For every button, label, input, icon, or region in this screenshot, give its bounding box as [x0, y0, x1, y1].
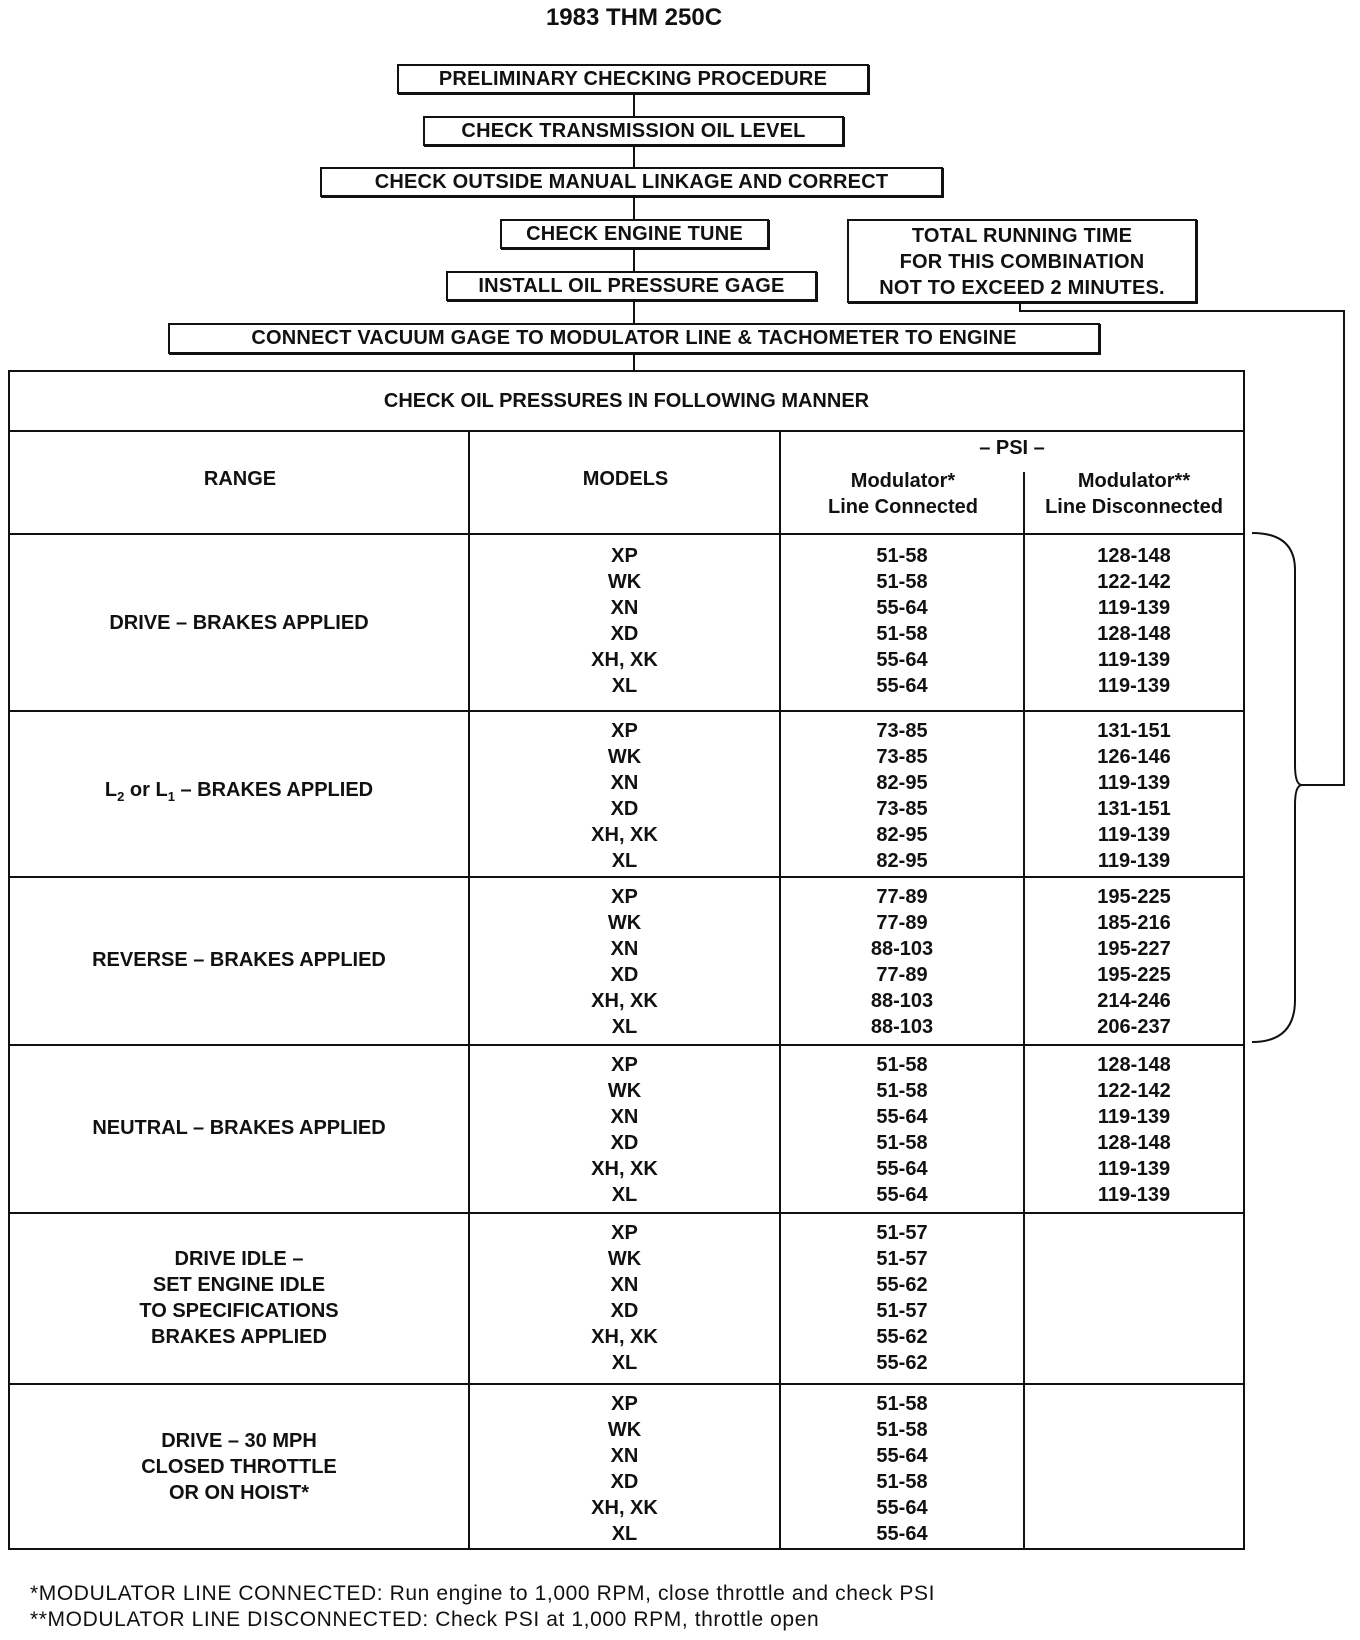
model-code: XN [610, 1106, 639, 1128]
models-column-cell [470, 543, 779, 699]
models-column-cell [470, 718, 779, 874]
disconnected-column-cell [1025, 543, 1243, 699]
psi-value: 128-148 [1097, 623, 1171, 645]
model-code: WK [607, 1080, 642, 1102]
psi-value: 185-216 [1097, 912, 1171, 934]
header-line: Line Connected [827, 496, 978, 518]
model-code: WK [607, 571, 642, 593]
psi-value: 131-151 [1097, 798, 1171, 820]
psi-value: 128-148 [1097, 545, 1171, 567]
note-bracket-line [1019, 310, 1345, 312]
psi-value: 55-62 [876, 1274, 928, 1296]
disconnected-column-cell [1025, 884, 1243, 1040]
psi-value: 82-95 [876, 772, 928, 794]
model-code: XP [611, 1222, 638, 1244]
model-code: XN [610, 1274, 639, 1296]
connected-column-cell [781, 543, 1023, 699]
psi-value: 51-58 [876, 571, 928, 593]
header-psi: – PSI – [979, 436, 1045, 459]
range-label: DRIVE – 30 MPH [161, 1429, 317, 1452]
psi-value: 55-62 [876, 1352, 928, 1374]
model-code: WK [607, 746, 642, 768]
psi-value: 55-64 [876, 1158, 928, 1180]
range-cell [10, 1044, 468, 1212]
range-label: SET ENGINE IDLE [152, 1273, 326, 1296]
model-code: XH, XK [591, 1326, 658, 1348]
footnote-disconnected: **MODULATOR LINE DISCONNECTED: Check PSI at 1,000 RPM, throttle open [30, 1608, 820, 1631]
range-cell [10, 1383, 468, 1550]
range-cell [10, 876, 468, 1044]
header-range: RANGE [203, 468, 277, 490]
model-code: XN [610, 1445, 639, 1467]
psi-value: 55-62 [876, 1326, 928, 1348]
model-code: XD [610, 1300, 639, 1322]
model-code: WK [607, 1248, 642, 1270]
range-label: OR ON HOIST* [168, 1481, 309, 1504]
model-code: XL [611, 1352, 638, 1374]
psi-value: 55-64 [876, 1497, 928, 1519]
psi-value: 77-89 [876, 886, 928, 908]
model-code: XL [611, 850, 638, 872]
psi-value: 51-58 [876, 1054, 928, 1076]
psi-value: 51-58 [876, 1132, 928, 1154]
psi-value: 122-142 [1097, 571, 1171, 593]
note-line: TOTAL RUNNING TIME [911, 225, 1133, 247]
header-disconnected [1025, 468, 1243, 520]
psi-value: 88-103 [870, 1016, 934, 1038]
footnote-connected: *MODULATOR LINE CONNECTED: Run engine to 1,000 RPM, close throttle and check PSI [30, 1582, 936, 1605]
connected-column-cell [781, 1052, 1023, 1208]
psi-value: 55-64 [876, 1523, 928, 1545]
psi-value: 77-89 [876, 964, 928, 986]
step-install-gage: INSTALL OIL PRESSURE GAGE [446, 271, 817, 301]
range-cell [10, 1212, 468, 1383]
psi-value: 51-58 [876, 1393, 928, 1415]
model-code: XH, XK [591, 824, 658, 846]
oil-pressure-table [8, 370, 1245, 1550]
model-code: XP [611, 886, 638, 908]
range-label: $L_2$ or $L_1$ – BRAKES APPLIED [104, 778, 374, 804]
psi-value: 55-64 [876, 1445, 928, 1467]
step-connect-vacuum-gage: CONNECT VACUUM GAGE TO MODULATOR LINE & TACHOMETER TO ENGINE [168, 323, 1100, 354]
models-column-cell [470, 1220, 779, 1376]
model-code: WK [607, 1419, 642, 1441]
model-code: XP [611, 1393, 638, 1415]
running-time-note [847, 219, 1197, 303]
psi-value: 214-246 [1097, 990, 1171, 1012]
psi-value: 119-139 [1097, 772, 1171, 794]
psi-value: 119-139 [1097, 1106, 1171, 1128]
model-code: XH, XK [591, 1497, 658, 1519]
psi-value: 82-95 [876, 850, 928, 872]
range-label: BRAKES APPLIED [151, 1325, 327, 1348]
step-preliminary-checking: PRELIMINARY CHECKING PROCEDURE [397, 64, 869, 94]
header-connected [781, 468, 1025, 520]
psi-value: 73-85 [876, 746, 928, 768]
model-code: XD [610, 964, 639, 986]
document-title: 1983 THM 250C [545, 4, 723, 31]
model-code: XL [611, 1184, 638, 1206]
psi-value: 195-227 [1097, 938, 1171, 960]
psi-value: 119-139 [1097, 824, 1171, 846]
psi-value: 82-95 [876, 824, 928, 846]
model-code: XN [610, 938, 639, 960]
psi-value: 119-139 [1097, 675, 1171, 697]
model-code: XP [611, 1054, 638, 1076]
psi-value: 128-148 [1097, 1054, 1171, 1076]
table-title: CHECK OIL PRESSURES IN FOLLOWING MANNER [383, 389, 870, 412]
header-models: MODELS [582, 468, 669, 490]
psi-value: 119-139 [1097, 1158, 1171, 1180]
range-label: DRIVE IDLE – [174, 1247, 304, 1270]
connected-column-cell [781, 1220, 1023, 1376]
disconnected-column-cell [1025, 1052, 1243, 1208]
connected-column-cell [781, 718, 1023, 874]
model-code: XH, XK [591, 649, 658, 671]
curly-brace [1250, 530, 1310, 1046]
model-code: XN [610, 772, 639, 794]
step-check-oil-level: CHECK TRANSMISSION OIL LEVEL [423, 116, 844, 146]
psi-value: 195-225 [1097, 886, 1171, 908]
models-column-cell [470, 1052, 779, 1208]
note-line: NOT TO EXCEED 2 MINUTES. [879, 277, 1165, 299]
model-code: WK [607, 912, 642, 934]
psi-value: 88-103 [870, 990, 934, 1012]
step-check-linkage: CHECK OUTSIDE MANUAL LINKAGE AND CORRECT [320, 167, 943, 197]
psi-value: 55-64 [876, 597, 928, 619]
range-label: DRIVE – BRAKES APPLIED [109, 611, 369, 634]
header-line: Modulator** [1077, 470, 1191, 492]
psi-value: 119-139 [1097, 597, 1171, 619]
psi-value: 119-139 [1097, 850, 1171, 872]
range-label: NEUTRAL – BRAKES APPLIED [92, 1117, 386, 1139]
psi-value: 73-85 [876, 798, 928, 820]
psi-value: 55-64 [876, 675, 928, 697]
header-line: Modulator* [850, 470, 956, 492]
psi-value: 55-64 [876, 1106, 928, 1128]
psi-value: 126-146 [1097, 746, 1171, 768]
disconnected-column-cell [1025, 718, 1243, 874]
psi-value: 128-148 [1097, 1132, 1171, 1154]
psi-value: 55-64 [876, 649, 928, 671]
model-code: XD [610, 623, 639, 645]
model-code: XD [610, 1471, 639, 1493]
model-code: XP [611, 545, 638, 567]
psi-value: 55-64 [876, 1184, 928, 1206]
model-code: XL [611, 1016, 638, 1038]
model-code: XN [610, 597, 639, 619]
connected-column-cell [781, 1391, 1023, 1547]
psi-value: 119-139 [1097, 649, 1171, 671]
psi-value: 131-151 [1097, 720, 1171, 742]
model-code: XL [611, 1523, 638, 1545]
connected-column-cell [781, 884, 1023, 1040]
psi-value: 195-225 [1097, 964, 1171, 986]
model-code: XH, XK [591, 1158, 658, 1180]
psi-value: 51-57 [876, 1300, 928, 1322]
range-label: TO SPECIFICATIONS [139, 1299, 339, 1322]
psi-value: 51-58 [876, 1419, 928, 1441]
psi-value: 88-103 [870, 938, 934, 960]
model-code: XD [610, 798, 639, 820]
note-bracket-line [1343, 310, 1345, 786]
psi-value: 51-58 [876, 1471, 928, 1493]
psi-value: 206-237 [1097, 1016, 1171, 1038]
range-label: REVERSE – BRAKES APPLIED [92, 949, 386, 971]
psi-value: 119-139 [1097, 1184, 1171, 1206]
psi-value: 51-58 [876, 623, 928, 645]
psi-value: 51-57 [876, 1222, 928, 1244]
model-code: XD [610, 1132, 639, 1154]
psi-value: 73-85 [876, 720, 928, 742]
models-column-cell [470, 884, 779, 1040]
psi-value: 122-142 [1097, 1080, 1171, 1102]
model-code: XL [611, 675, 638, 697]
range-cell [10, 710, 468, 876]
range-cell [10, 535, 468, 710]
psi-value: 77-89 [876, 912, 928, 934]
models-column-cell [470, 1391, 779, 1547]
psi-value: 51-58 [876, 545, 928, 567]
model-code: XP [611, 720, 638, 742]
note-line: FOR THIS COMBINATION [899, 251, 1145, 273]
range-label: CLOSED THROTTLE [141, 1455, 337, 1478]
psi-value: 51-58 [876, 1080, 928, 1102]
header-line: Line Disconnected [1045, 496, 1223, 518]
model-code: XH, XK [591, 990, 658, 1012]
step-check-engine-tune: CHECK ENGINE TUNE [500, 219, 769, 249]
psi-value: 51-57 [876, 1248, 928, 1270]
